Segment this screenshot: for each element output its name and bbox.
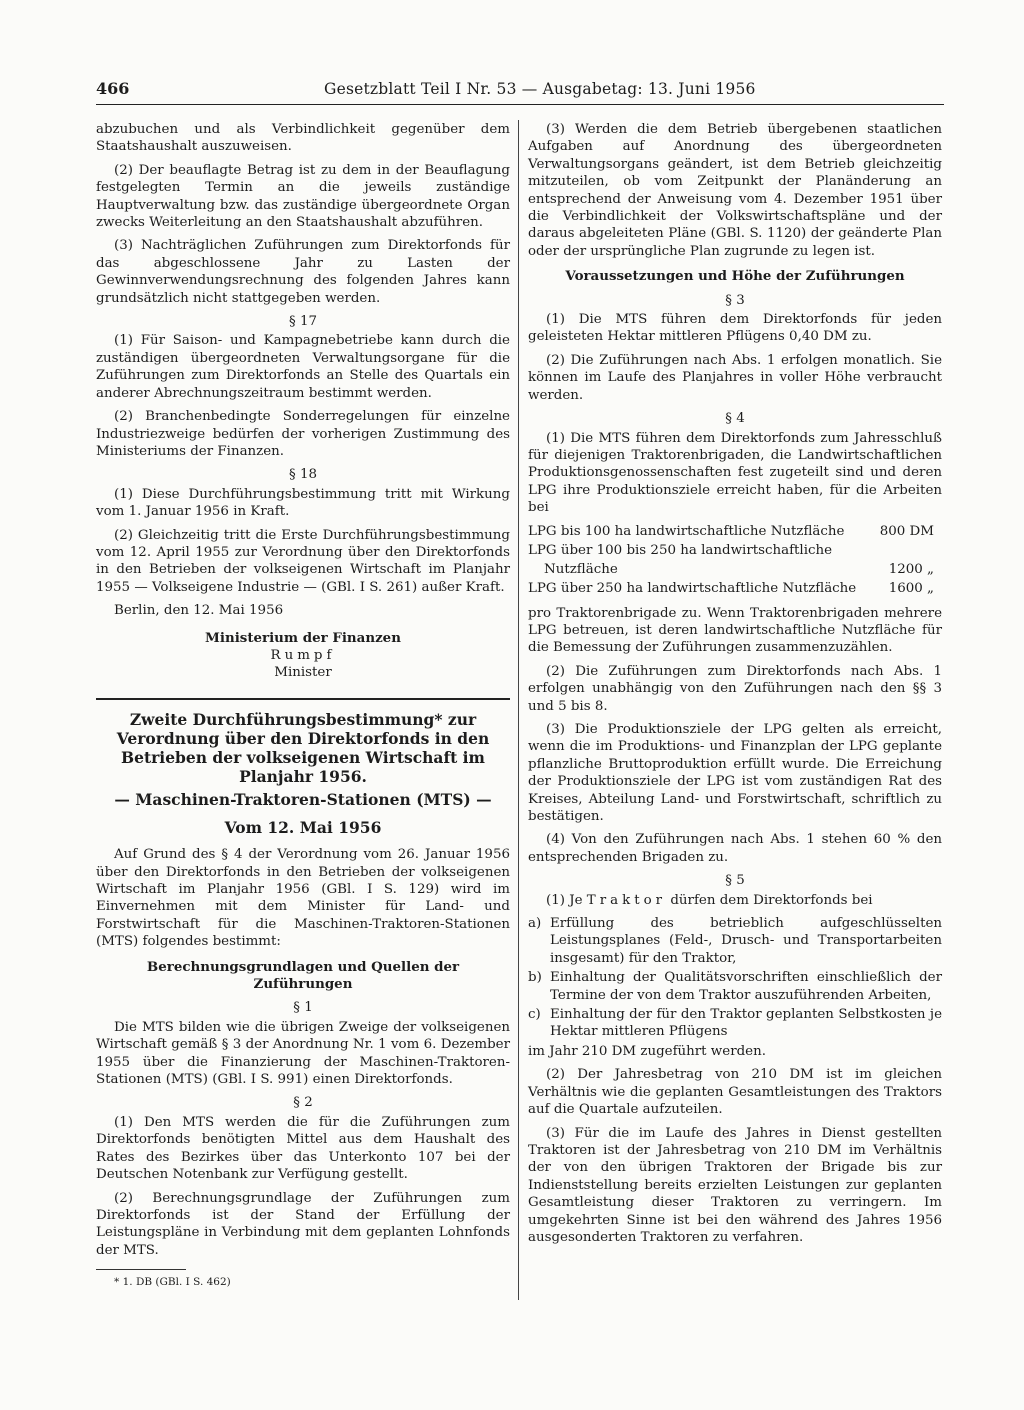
section-heading-2: § 2 — [293, 1095, 313, 1111]
rate-label: LPG bis 100 ha landwirtschaftliche Nutzfläche — [528, 523, 845, 539]
page-header — [96, 80, 944, 105]
page-number: 466 — [96, 79, 130, 98]
column-divider — [518, 120, 519, 1300]
paragraph: (4) Von den Zuführungen nach Abs. 1 stehen 60 % den entsprechenden Brigaden zu. — [528, 832, 942, 865]
rate-label: Nutzfläche — [544, 561, 618, 577]
paragraph: (2) Berechnungsgrundlage der Zuführungen zum Direktorfonds ist der Stand der Erfüllung der Leistungspläne in Verbindung mit dem geplanten Lohnfonds der MTS. — [96, 1190, 510, 1258]
section-heading-18: § 18 — [289, 467, 317, 483]
paragraph: (3) Für die im Laufe des Jahres in Dienst gestellten Traktoren ist der Jahresbetrag von 210 DM im Verhältnis der von den übrigen Traktoren der Brigade bis zur Indienststellung bereits erzielten Leistungen zur geplanten Gesamtleistung dieser Traktoren zu verringern. Im umgekehrten Sinne ist bei den während des Jahres 1956 ausgesonderten Traktoren zu verfahren. — [528, 1125, 942, 1245]
paragraph: Die MTS bilden wie die übrigen Zweige der volkseigenen Wirtschaft gemäß § 3 der Anordnung Nr. 1 vom 6. Dezember 1955 über die Finanzierung der Maschinen-Traktoren-Stationen (MTS) (GBl. I S. 991) einen Direktorfonds. — [96, 1019, 510, 1088]
document-subtitle: — Maschinen-Traktoren-Stationen (MTS) — — [114, 789, 492, 809]
place-date: Berlin, den 12. Mai 1956 — [114, 603, 284, 619]
rate-table — [528, 523, 942, 599]
rate-row — [528, 561, 942, 580]
signature-block — [96, 630, 510, 682]
text-run: dürfen dem Direktorfonds bei — [670, 892, 873, 908]
list-label: c) — [528, 1007, 541, 1023]
paragraph: Auf Grund des § 4 der Verordnung vom 26. Januar 1956 über den Direktorfonds in den Betrieben der volkseigenen Wirtschaft im Planjahr 1956 (GBl. I S. 129) wird im Einvernehmen mit dem Minister für Land- und Forstwirtschaft für die Maschinen-Traktoren-Stationen (MTS) folgendes bestimmt: — [96, 847, 510, 950]
document-title: Zweite Durchführungsbestimmung* zur Verordnung über den Direktorfonds in den Betrieben der volkseigenen Wirtschaft im Planjahr 1956. — [116, 709, 490, 786]
list-item — [528, 915, 942, 967]
spaced-word: Traktor — [586, 892, 667, 908]
list-item — [528, 1006, 942, 1041]
rate-value: 1200 „ — [888, 561, 934, 577]
paragraph: pro Traktorenbrigade zu. Wenn Traktorenbrigaden mehrere LPG betreuen, ist deren landwirtschaftliche Nutzfläche für die Bemessung der Zuführungen zusammenzuzählen. — [528, 605, 942, 656]
section-heading-17: § 17 — [289, 314, 317, 330]
paragraph: (3) Werden die dem Betrieb übergebenen staatlichen Aufgaben auf Anordnung des übergeordneten Verwaltungsorgans geändert, ist dem Betrieb gleichzeitig mitzuteilen, ob vom Zeitpunkt der Planänderung an entsprechend der Anweisung vom 4. Dezember 1951 über die Verbindlichkeit der Volkswirtschaftspläne und der daraus abgeleiteten Pläne (GBl. S. 1120) der geänderte Plan oder der ursprüngliche Plan zugrunde zu legen ist. — [528, 122, 942, 259]
paragraph: (2) Die Zuführungen nach Abs. 1 erfolgen monatlich. Sie können im Laufe des Planjahres in voller Höhe verbraucht werden. — [528, 352, 942, 403]
text-run: (1) Je — [546, 892, 583, 908]
subheading: Voraussetzungen und Höhe der Zuführungen — [565, 268, 905, 285]
left-column — [96, 121, 510, 1292]
rate-row — [528, 542, 942, 561]
paragraph: (2) Der beauflagte Betrag ist zu dem in der Beauflagung festgelegten Termin an die jeweils zuständige Hauptverwaltung bzw. das zuständige übergeordnete Organ zwecks Weiterleitung an den Staatshaushalt abzuführen. — [96, 162, 510, 231]
paragraph: (3) Die Produktionsziele der LPG gelten als erreicht, wenn die im Produktions- und Finanzplan der LPG geplante pflanzliche Bruttoproduktion erfüllt wurde. Die Erreichung der Produktionsziele der LPG ist vom zuständigen Rat des Kreises, Abteilung Land- und Forstwirtschaft, schriftlich zu bestätigen. — [528, 721, 942, 824]
paragraph: (2) Gleichzeitig tritt die Erste Durchführungsbestimmung vom 12. April 1955 zur Verordnung über den Direktorfonds in den Betrieben der volkseigenen Wirtschaft im Planjahr 1955 — Volkseigene Industrie — (GBl. I S. 261) außer Kraft. — [96, 527, 510, 595]
subheading: Berechnungsgrundlagen und Quellen der Zuführungen — [146, 958, 460, 993]
paragraph: im Jahr 210 DM zugeführt werden. — [528, 1043, 766, 1059]
section-heading-3: § 3 — [725, 292, 745, 308]
document-date: Vom 12. Mai 1956 — [224, 817, 382, 837]
footnote: * 1. DB (GBl. I S. 462) — [114, 1276, 231, 1289]
rate-label: LPG über 250 ha landwirtschaftliche Nutzfläche — [528, 580, 857, 596]
section-heading-4: § 4 — [725, 411, 745, 427]
paragraph — [528, 892, 942, 909]
list-label: b) — [528, 970, 542, 986]
paragraph: (2) Der Jahresbetrag von 210 DM ist im gleichen Verhältnis wie die geplanten Gesamtleistungen des Traktors auf die Quartale aufzuteilen. — [528, 1067, 942, 1118]
signer-name: Rumpf — [270, 647, 336, 663]
footnote-rule — [96, 1269, 186, 1270]
paragraph: (1) Den MTS werden die für die Zuführungen zum Direktorfonds benötigten Mittel aus dem Haushalt des Rates des Bezirkes über das Unterkonto 107 bei der Deutschen Notenbank zur Verfügung gestellt. — [96, 1114, 510, 1183]
paragraph: abzubuchen und als Verbindlichkeit gegenüber dem Staatshaushalt auszuweisen. — [96, 122, 510, 155]
paragraph: (2) Branchenbedingte Sonderregelungen für einzelne Industriezweige bedürfen der vorherigen Zustimmung des Ministeriums der Finanzen. — [96, 409, 510, 459]
paragraph: (3) Nachträglichen Zuführungen zum Direktorfonds für das abgeschlossene Jahr zu Lasten der Gewinnverwendungsrechnung des folgenden Jahres kann grundsätzlich nicht stattgegeben werden. — [96, 238, 510, 306]
list-text: Einhaltung der Qualitätsvorschriften einschließlich der Termine der von dem Traktor auszuführenden Arbeiten, — [550, 970, 942, 1003]
rate-value: 1600 „ — [888, 580, 934, 596]
section-heading-1: § 1 — [293, 1000, 313, 1016]
list-item — [528, 969, 942, 1004]
header-title: Gesetzblatt Teil I Nr. 53 — Ausgabetag: 13. Juni 1956 — [324, 80, 756, 98]
section-divider — [96, 698, 510, 700]
rate-row — [528, 523, 942, 542]
paragraph: (1) Für Saison- und Kampagnebetriebe kann durch die zuständigen übergeordneten Verwaltungsorgane für die Zuführungen zum Direktorfonds an Stelle des Quartals ein anderer Abrechnungszeitraum bestimmt werden. — [96, 333, 510, 401]
rate-value: 800 DM — [879, 523, 934, 539]
rate-label: LPG über 100 bis 250 ha landwirtschaftliche — [528, 542, 833, 558]
ministry-name: Ministerium der Finanzen — [205, 629, 401, 646]
section-heading-5: § 5 — [725, 873, 745, 889]
list-text: Einhaltung der für den Traktor geplanten Selbstkosten je Hektar mittleren Pflügens — [550, 1007, 942, 1040]
paragraph: (2) Die Zuführungen zum Direktorfonds nach Abs. 1 erfolgen unabhängig von den Zuführungen nach den §§ 3 und 5 bis 8. — [528, 663, 942, 714]
signer-role: Minister — [274, 665, 332, 681]
paragraph: (1) Die MTS führen dem Direktorfonds für jeden geleisteten Hektar mittleren Pflügens 0,40 DM zu. — [528, 312, 942, 345]
paragraph: (1) Die MTS führen dem Direktorfonds zum Jahresschluß für diejenigen Traktorenbrigaden, die Landwirtschaftlichen Produktionsgenossenschaften fest zugeteilt sind und deren LPG ihre Produktionsziele erreicht haben, für die Arbeiten bei — [528, 430, 942, 516]
list-label: a) — [528, 916, 542, 932]
paragraph: (1) Diese Durchführungsbestimmung tritt mit Wirkung vom 1. Januar 1956 in Kraft. — [96, 486, 510, 520]
list-text: Erfüllung des betrieblich aufgeschlüsselten Leistungsplanes (Feld-, Drusch- und Transportarbeiten insgesamt) für den Traktor, — [550, 916, 942, 966]
right-column — [528, 121, 942, 1252]
rate-row — [528, 580, 942, 599]
